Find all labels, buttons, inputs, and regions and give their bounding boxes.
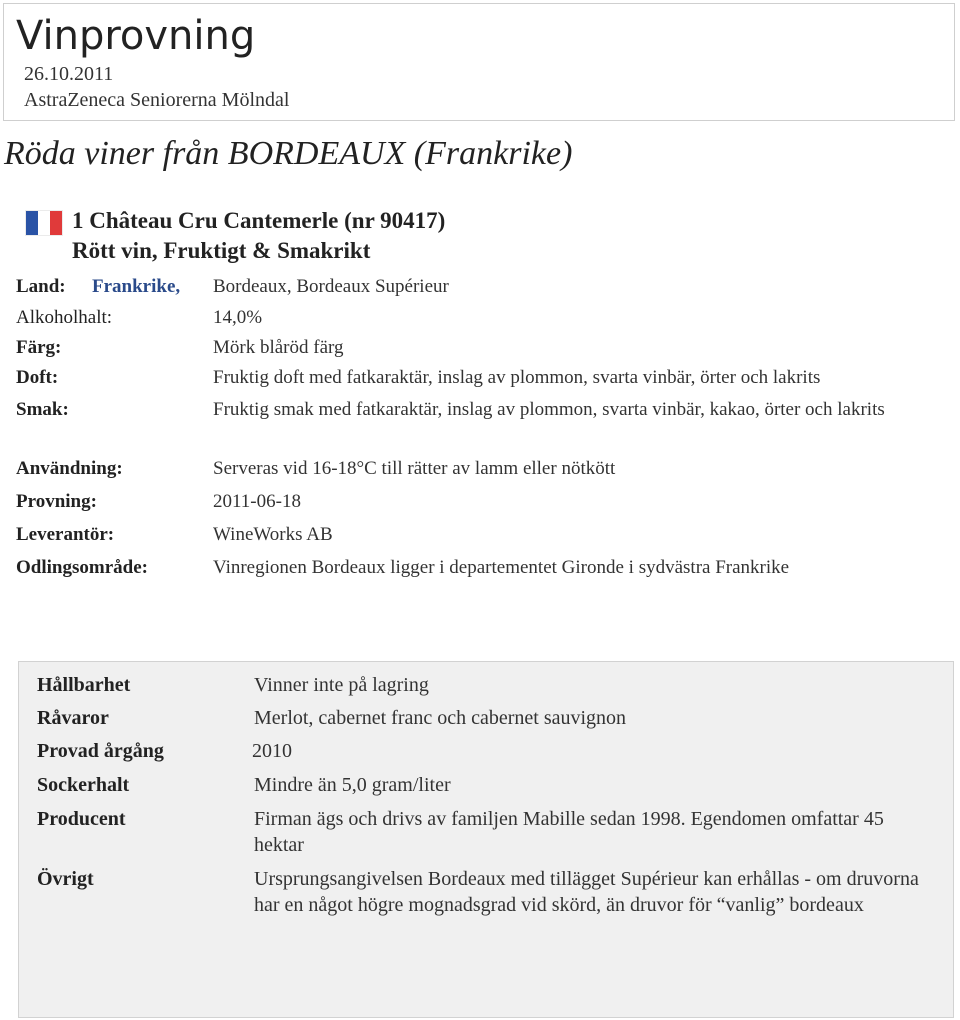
- section-title: Röda viner från BORDEAUX (Frankrike): [4, 135, 573, 172]
- tasting-value: 2011-06-18: [213, 491, 301, 512]
- area-value: Vinregionen Bordeaux ligger i departementet Gironde i sydvästra Frankrike: [213, 557, 790, 578]
- color-label: Färg:: [16, 337, 62, 358]
- land-region-value: Bordeaux, Bordeaux Supérieur: [213, 276, 449, 297]
- alcohol-label: Alkoholhalt:: [16, 307, 113, 328]
- country-link[interactable]: Frankrike,: [92, 276, 181, 297]
- vintage-label: Provad årgång: [37, 740, 164, 762]
- vintage-value: 2010: [252, 740, 292, 762]
- flag-stripe-white: [38, 211, 50, 235]
- details-box: [18, 661, 954, 1018]
- event-organizer: AstraZeneca Seniorerna Mölndal: [24, 89, 290, 111]
- wine-type: Rött vin, Fruktigt & Smakrikt: [72, 238, 371, 263]
- event-title: Vinprovning: [16, 13, 256, 59]
- other-label: Övrigt: [37, 868, 94, 890]
- usage-value: Serveras vid 16-18°C till rätter av lamm eller nötkött: [213, 458, 616, 479]
- flag-stripe-red: [50, 211, 62, 235]
- alcohol-value: 14,0%: [213, 307, 263, 328]
- taste-value: Fruktig smak med fatkaraktär, inslag av plommon, svarta vinbär, kakao, örter och lakrits: [213, 399, 885, 420]
- other-value: Ursprungsangivelsen Bordeaux med tillägget Supérieur kan erhållas - om druvorna har en något högre mognadsgrad vid skörd, än druvor för “vanlig” bordeaux: [254, 868, 919, 916]
- ingredients-label: Råvaror: [37, 707, 109, 729]
- flag-stripe-blue: [26, 211, 38, 235]
- land-label: Land:: [16, 276, 66, 297]
- tasting-label: Provning:: [16, 491, 97, 512]
- supplier-value: WineWorks AB: [213, 524, 333, 545]
- aroma-value: Fruktig doft med fatkaraktär, inslag av plommon, svarta vinbär, örter och lakrits: [213, 367, 821, 388]
- supplier-label: Leverantör:: [16, 524, 115, 545]
- aroma-label: Doft:: [16, 367, 59, 388]
- durability-label: Hållbarhet: [37, 674, 131, 696]
- header-box: [3, 3, 955, 121]
- event-date: 26.10.2011: [24, 63, 114, 85]
- wine-name: 1 Château Cru Cantemerle (nr 90417): [72, 208, 446, 233]
- producer-value: Firman ägs och drivs av familjen Mabille sedan 1998. Egendomen omfattar 45 hektar: [254, 808, 884, 856]
- taste-label: Smak:: [16, 399, 69, 420]
- usage-label: Användning:: [16, 458, 123, 479]
- producer-label: Producent: [37, 808, 126, 830]
- sugar-label: Sockerhalt: [37, 774, 130, 796]
- color-value: Mörk blåröd färg: [213, 337, 344, 358]
- ingredients-value: Merlot, cabernet franc och cabernet sauvignon: [254, 707, 627, 729]
- durability-value: Vinner inte på lagring: [254, 674, 429, 696]
- area-label: Odlingsområde:: [16, 557, 148, 578]
- sugar-value: Mindre än 5,0 gram/liter: [254, 774, 451, 796]
- french-flag-icon: [26, 211, 62, 235]
